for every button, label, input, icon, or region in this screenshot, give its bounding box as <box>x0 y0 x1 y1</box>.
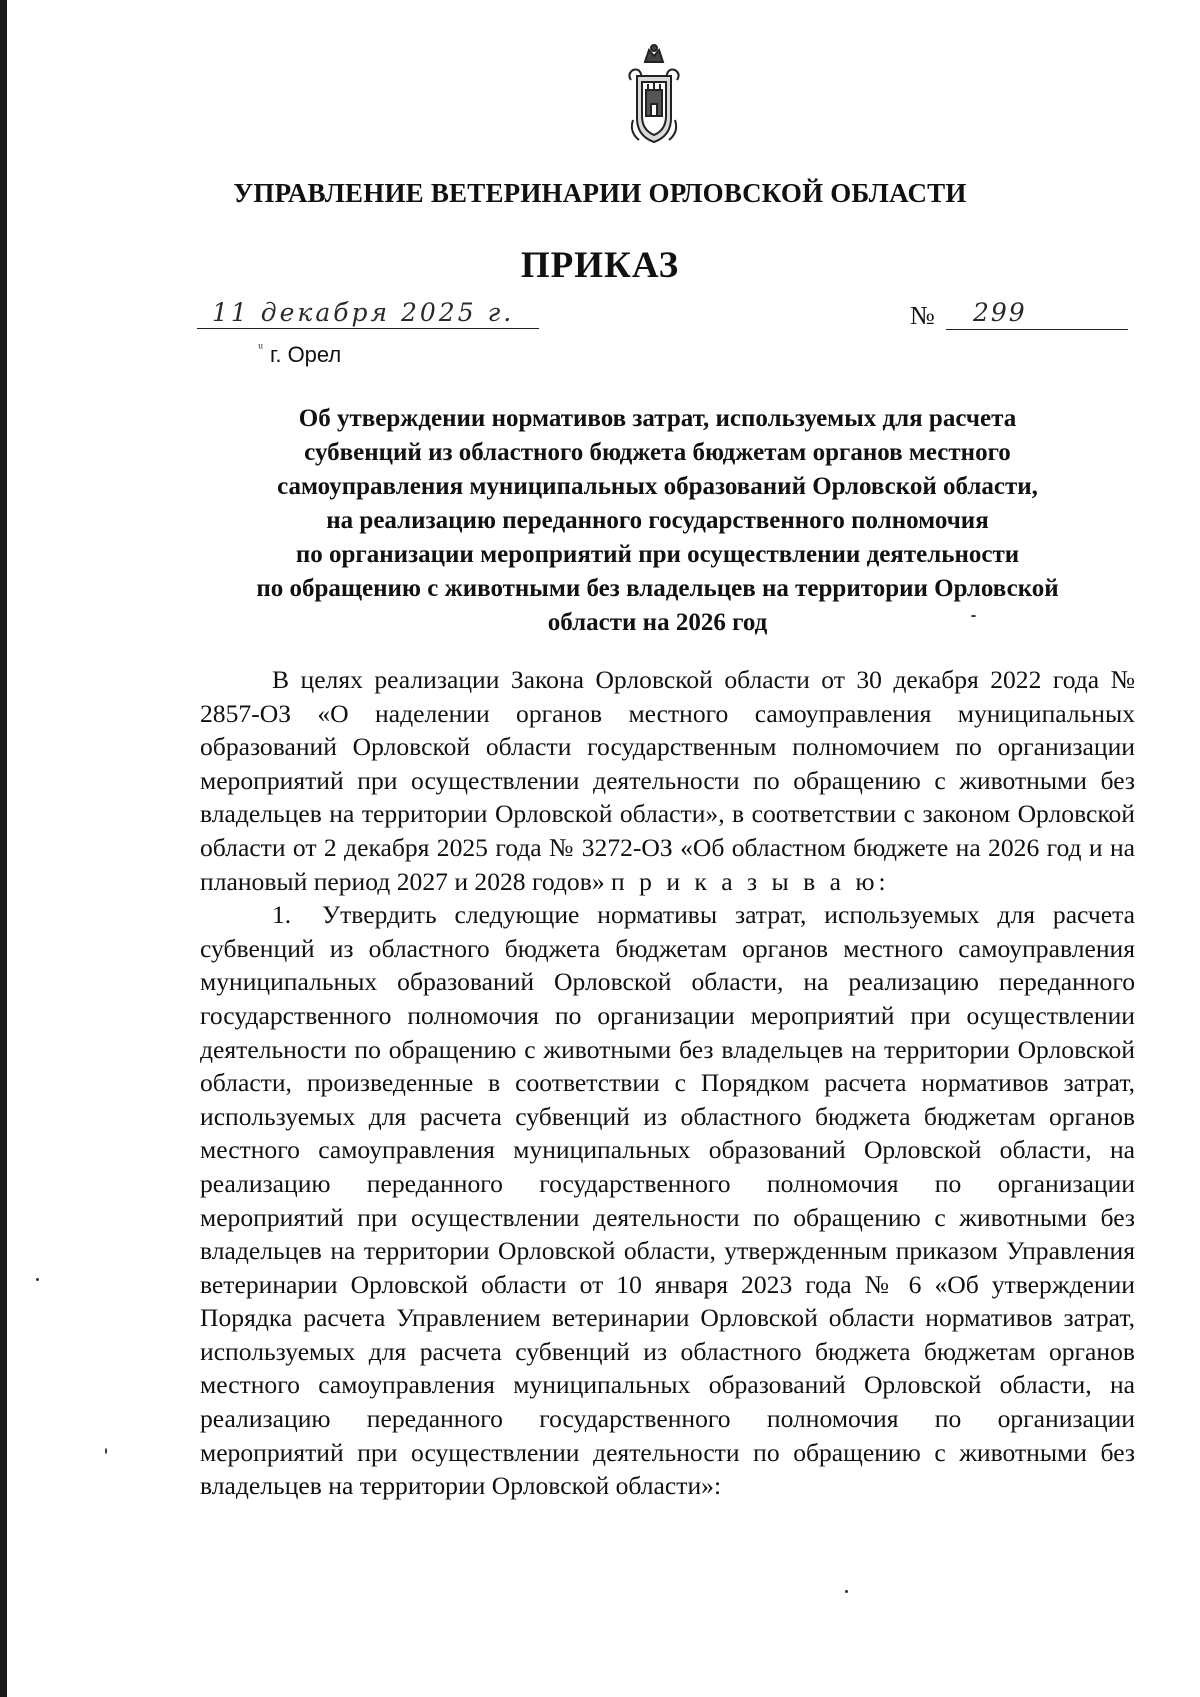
city-label: г. Орел <box>270 342 342 367</box>
document-type-title: ПРИКАЗ <box>520 245 680 286</box>
title-line: на реализацию переданного государственного полномочия <box>326 507 989 534</box>
scan-speck <box>845 1590 848 1593</box>
order-word: п р и к а з ы в а ю: <box>611 866 890 896</box>
date-underline <box>197 328 539 329</box>
title-line: субвенций из областного бюджета бюджетам органов местного <box>304 439 1011 466</box>
document-subject-title <box>180 402 1135 640</box>
number-underline <box>946 329 1128 330</box>
document-body <box>200 663 1135 1503</box>
item-1-text: Утвердить следующие нормативы затрат, используемых для расчета субвенций из областного бюджета бюджетам органов местного самоуправления муниципальных образований Орловской области, на реализацию переданного государственного полномочия по организации мероприятий при осуществлении деятельности по обращению с животными без владельцев на территории Орловской области, произведенные в соответствии с Порядком расчета нормативов затрат, используемых для расчета субвенций из областного бюджета бюджетам органов местного самоуправления муниципальных образований Орловской области, на реализацию переданного государственного полномочия по организации мероприятий при осуществлении деятельности по обращению с животными без владельцев на территории Орловской области, утвержденным приказом Управления ветеринарии Орловской области от 10 января 2023 года № 6 «Об утверждении Порядка расчета Управлением ветеринарии Орловской области нормативов затрат, используемых для расчета субвенций из областного бюджета бюджетам органов местного самоуправления муниципальных образований Орловской области, на реализацию переданного государственного полномочия по организации мероприятий при осуществлении деятельности по обращению с животными без владельцев на территории Орловской области»: <box>200 900 1135 1501</box>
scan-speck <box>105 1448 107 1454</box>
scan-speck <box>971 615 976 617</box>
scan-speck <box>36 1278 39 1281</box>
authority-name: УПРАВЛЕНИЕ ВЕТЕРИНАРИИ ОРЛОВСКОЙ ОБЛАСТИ <box>233 178 967 208</box>
title-line: Об утверждении нормативов затрат, используемых для расчета <box>298 405 1017 432</box>
item-1-number: 1. <box>272 900 292 930</box>
handwritten-tick-mark: ᵘ <box>258 340 264 357</box>
title-line: по организации мероприятий при осуществлении деятельности <box>295 541 1020 568</box>
coat-of-arms-emblem <box>625 40 683 148</box>
title-line: по обращению с животными без владельцев на территории Орловской <box>256 575 1059 602</box>
document-number-handwritten: 299 <box>973 298 1027 327</box>
number-label: № <box>910 301 935 330</box>
title-line: самоуправления муниципальных образований Орловской области, <box>277 473 1038 500</box>
preamble-text: В целях реализации Закона Орловской области от 30 декабря 2022 года № 2857-ОЗ «О наделении органов местного самоуправления муниципальных образований Орловской области государственным полномочием по организации мероприятий при осуществлении деятельности по обращению с животными без владельцев на территории Орловской области», в соответствии с законом Орловской области от 2 декабря 2025 года № 3272-ОЗ «Об областном бюджете на 2026 год и на плановый период 2027 и 2028 годов» <box>200 665 1135 896</box>
preamble-paragraph <box>200 663 1135 898</box>
document-date-handwritten: 11 декабря 2025 г. <box>212 298 515 327</box>
item-1-paragraph <box>200 898 1135 1503</box>
title-line: области на 2026 год <box>547 609 768 636</box>
